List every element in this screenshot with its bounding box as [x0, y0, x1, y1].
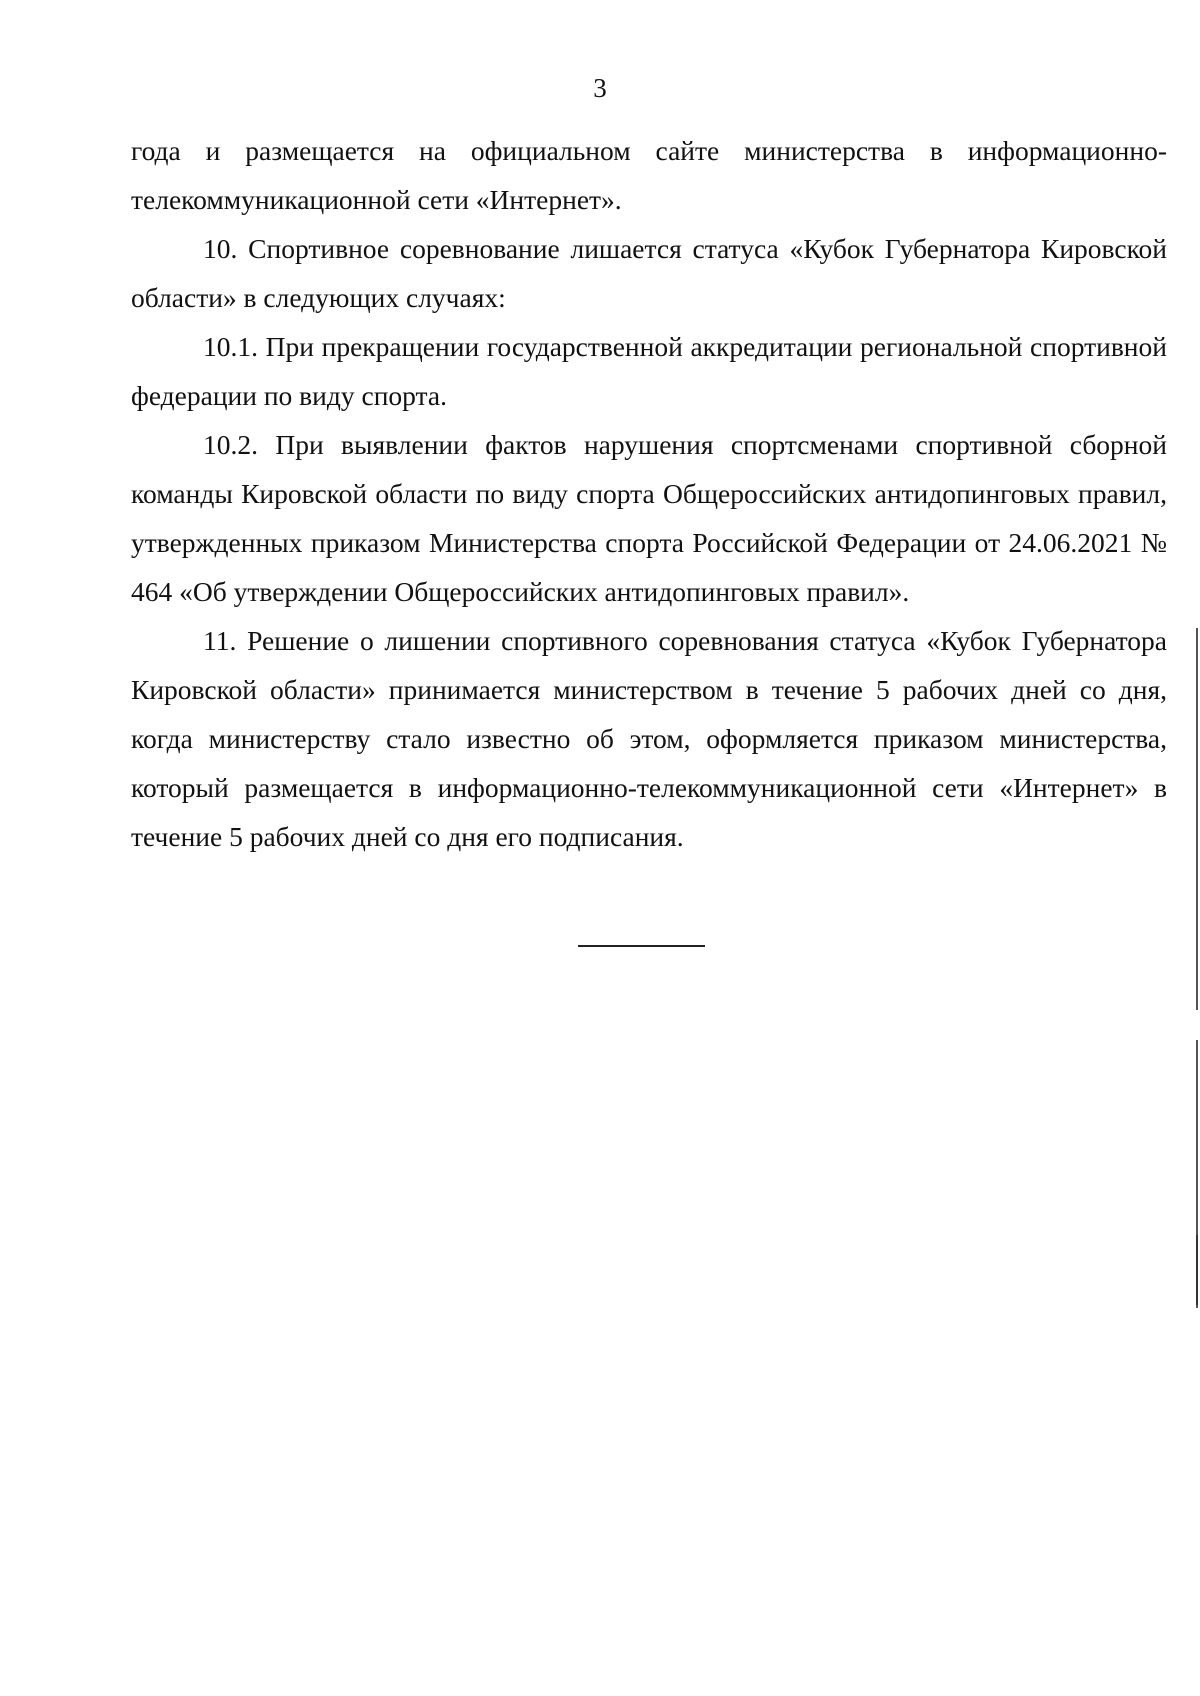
scan-edge-mark — [1196, 628, 1198, 1010]
paragraph-continuation: года и размещается на официальном сайте министерства в информационно-телекоммуникационной сети «Интернет». — [131, 135, 1167, 215]
scan-edge-mark — [1196, 1235, 1198, 1305]
end-separator-line — [578, 945, 705, 947]
document-body — [131, 126, 1167, 861]
paragraph-item-11: 11. Решение о лишении спортивного соревнования статуса «Кубок Губернатора Кировской области» принимается министерством в течение 5 рабочих дней со дня, когда министерству стало известно об этом, оформляется приказом министерства, который размещается в информационно-телекоммуникационной сети «Интернет» в течение 5 рабочих дней со дня его подписания. — [131, 625, 1167, 852]
paragraph-item-10-2: 10.2. При выявлении фактов нарушения спортсменами спортивной сборной команды Кировской области по виду спорта Общероссийских антидопинговых правил, утвержденных приказом Министерства спорта Российской Федерации от 24.06.2021 № 464 «Об утверждении Общероссийских антидопинговых правил». — [131, 429, 1167, 607]
page-number: 3 — [593, 73, 607, 103]
paragraph-item-10-1: 10.1. При прекращении государственной аккредитации региональной спортивной федерации по виду спорта. — [131, 331, 1167, 411]
paragraph-item-10: 10. Спортивное соревнование лишается статуса «Кубок Губернатора Кировской области» в следующих случаях: — [131, 233, 1167, 313]
